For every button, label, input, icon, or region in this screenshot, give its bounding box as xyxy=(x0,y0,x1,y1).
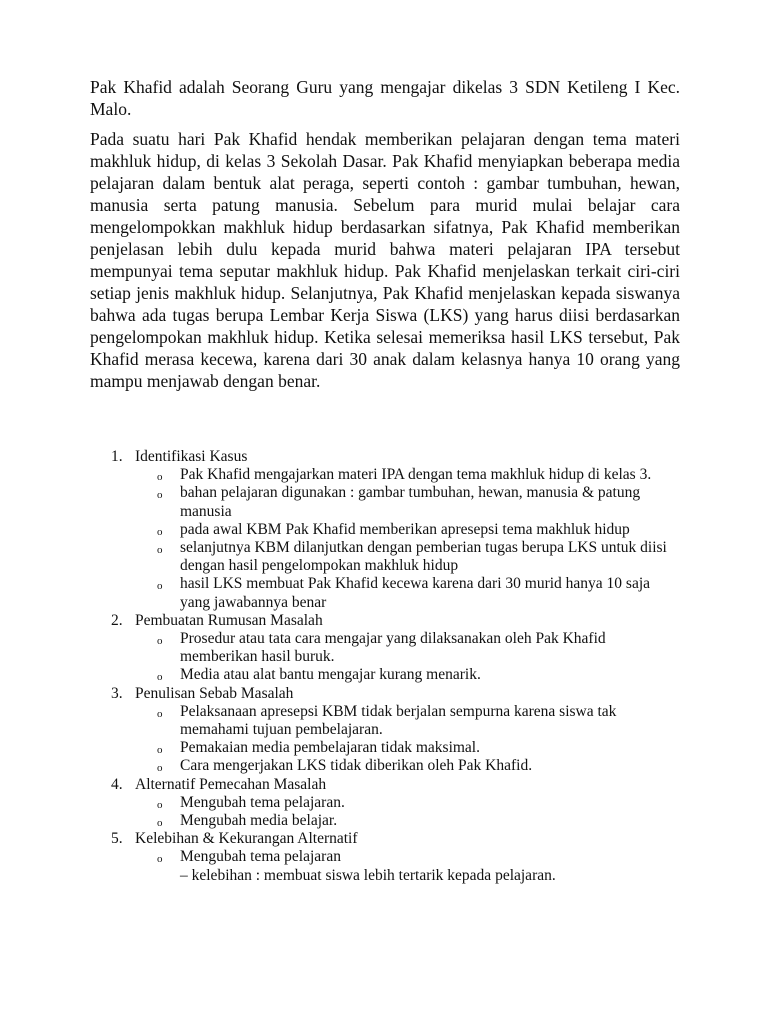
bullet-list xyxy=(135,794,680,830)
bullet-marker: o xyxy=(157,580,163,593)
bullet-marker: o xyxy=(157,489,163,502)
bullet-text: selanjutnya KBM dilanjutkan dengan pemberian tugas berupa LKS untuk diisi dengan hasil pengelompokan makhluk hidup xyxy=(180,539,667,575)
section-sebab-masalah xyxy=(90,685,680,776)
section-title: Alternatif Pemecahan Masalah xyxy=(135,775,327,793)
bullet-list xyxy=(135,630,680,685)
bullet-item xyxy=(135,794,680,812)
section-number: 3. xyxy=(111,684,123,702)
bullet-text: Pak Khafid mengajarkan materi IPA dengan tema makhluk hidup di kelas 3. xyxy=(180,466,652,484)
bullet-item xyxy=(135,703,680,739)
bullet-text: Cara mengerjakan LKS tidak diberikan oleh Pak Khafid. xyxy=(180,757,533,775)
bullet-marker: o xyxy=(157,798,163,811)
bullet-list xyxy=(135,848,680,884)
bullet-text: Prosedur atau tata cara mengajar yang dilaksanakan oleh Pak Khafid memberikan hasil buruk. xyxy=(180,630,606,666)
bullet-item xyxy=(135,848,680,884)
section-title: Identifikasi Kasus xyxy=(135,448,248,465)
bullet-text: pada awal KBM Pak Khafid memberikan apresepsi tema makhluk hidup xyxy=(180,520,630,538)
bullet-item xyxy=(135,466,680,484)
section-pemecahan-masalah xyxy=(90,776,680,831)
bullet-text: Mengubah tema pelajaran. xyxy=(180,793,345,811)
bullet-marker: o xyxy=(157,471,163,484)
case-paragraph: Pada suatu hari Pak Khafid hendak memberikan pelajaran dengan tema materi makhluk hidup, di kelas 3 Sekolah Dasar. Pak Khafid menyiapkan beberapa media pelajaran dalam bentuk alat peraga, seperti contoh : gambar tumbuhan, hewan, manusia serta patung manusia. Sebelum para murid mulai belajar cara mengelompokkan makhluk hidup berdasarkan sifatnya, Pak Khafid memberikan penjelasan lebih dulu kepada murid bahwa materi pelajaran IPA tersebut mempunyai tema seputar makhluk hidup. Pak Khafid menjelaskan terkait ciri-ciri setiap jenis makhluk hidup. Selanjutnya, Pak Khafid menjelaskan kepada siswanya bahwa ada tugas berupa Lembar Kerja Siswa (LKS) yang harus diisi berdasarkan pengelompokan makhluk hidup. Ketika selesai memeriksa hasil LKS tersebut, Pak Khafid merasa kecewa, karena dari 30 anak dalam kelasnya hanya 10 orang yang mampu menjawab dengan benar. xyxy=(90,129,680,391)
bullet-list xyxy=(135,703,680,776)
bullet-text: bahan pelajaran digunakan : gambar tumbuhan, hewan, manusia & patung manusia xyxy=(180,484,641,520)
section-kelebihan-kekurangan xyxy=(90,830,680,885)
bullet-text: Pemakaian media pembelajaran tidak maksimal. xyxy=(180,739,480,757)
intro-paragraph: Pak Khafid adalah Seorang Guru yang mengajar dikelas 3 SDN Ketileng I Kec. Malo. xyxy=(90,77,680,119)
bullet-item xyxy=(135,521,680,539)
section-number: 1. xyxy=(111,448,123,465)
bullet-text: Media atau alat bantu mengajar kurang menarik. xyxy=(180,666,481,684)
bullet-item xyxy=(135,630,680,666)
bullet-item xyxy=(135,539,680,575)
bullet-detail: – kelebihan : membuat siswa lebih tertarik kepada pelajaran. xyxy=(180,866,556,884)
bullet-item xyxy=(135,666,680,684)
bullet-marker: o xyxy=(157,853,163,866)
bullet-text: Pelaksanaan apresepsi KBM tidak berjalan sempurna karena siswa tak memahami tujuan pembelajaran. xyxy=(180,702,617,739)
section-identifikasi-kasus xyxy=(90,448,680,612)
bullet-marker: o xyxy=(157,525,163,538)
bullet-marker: o xyxy=(157,744,163,757)
bullet-list xyxy=(135,466,680,612)
bullet-marker: o xyxy=(157,817,163,830)
bullet-item xyxy=(135,739,680,757)
section-number: 4. xyxy=(111,775,123,793)
section-title: Pembuatan Rumusan Masalah xyxy=(135,611,323,629)
bullet-marker: o xyxy=(157,544,163,557)
bullet-text: Mengubah tema pelajaran xyxy=(180,848,341,866)
bullet-text: hasil LKS membuat Pak Khafid kecewa karena dari 30 murid hanya 10 saja yang jawabannya benar xyxy=(180,575,651,611)
section-title: Penulisan Sebab Masalah xyxy=(135,684,294,702)
bullet-item xyxy=(135,812,680,830)
bullet-marker: o xyxy=(157,707,163,720)
section-title: Kelebihan & Kekurangan Alternatif xyxy=(135,830,358,848)
bullet-item xyxy=(135,484,680,520)
bullet-marker: o xyxy=(157,762,163,775)
bullet-item xyxy=(135,757,680,775)
section-number: 2. xyxy=(111,611,123,629)
analysis-list xyxy=(90,448,680,885)
bullet-text: Mengubah media belajar. xyxy=(180,812,338,830)
section-number: 5. xyxy=(111,830,123,848)
section-rumusan-masalah xyxy=(90,612,680,685)
bullet-marker: o xyxy=(157,671,163,684)
bullet-item xyxy=(135,575,680,611)
bullet-marker: o xyxy=(157,635,163,648)
